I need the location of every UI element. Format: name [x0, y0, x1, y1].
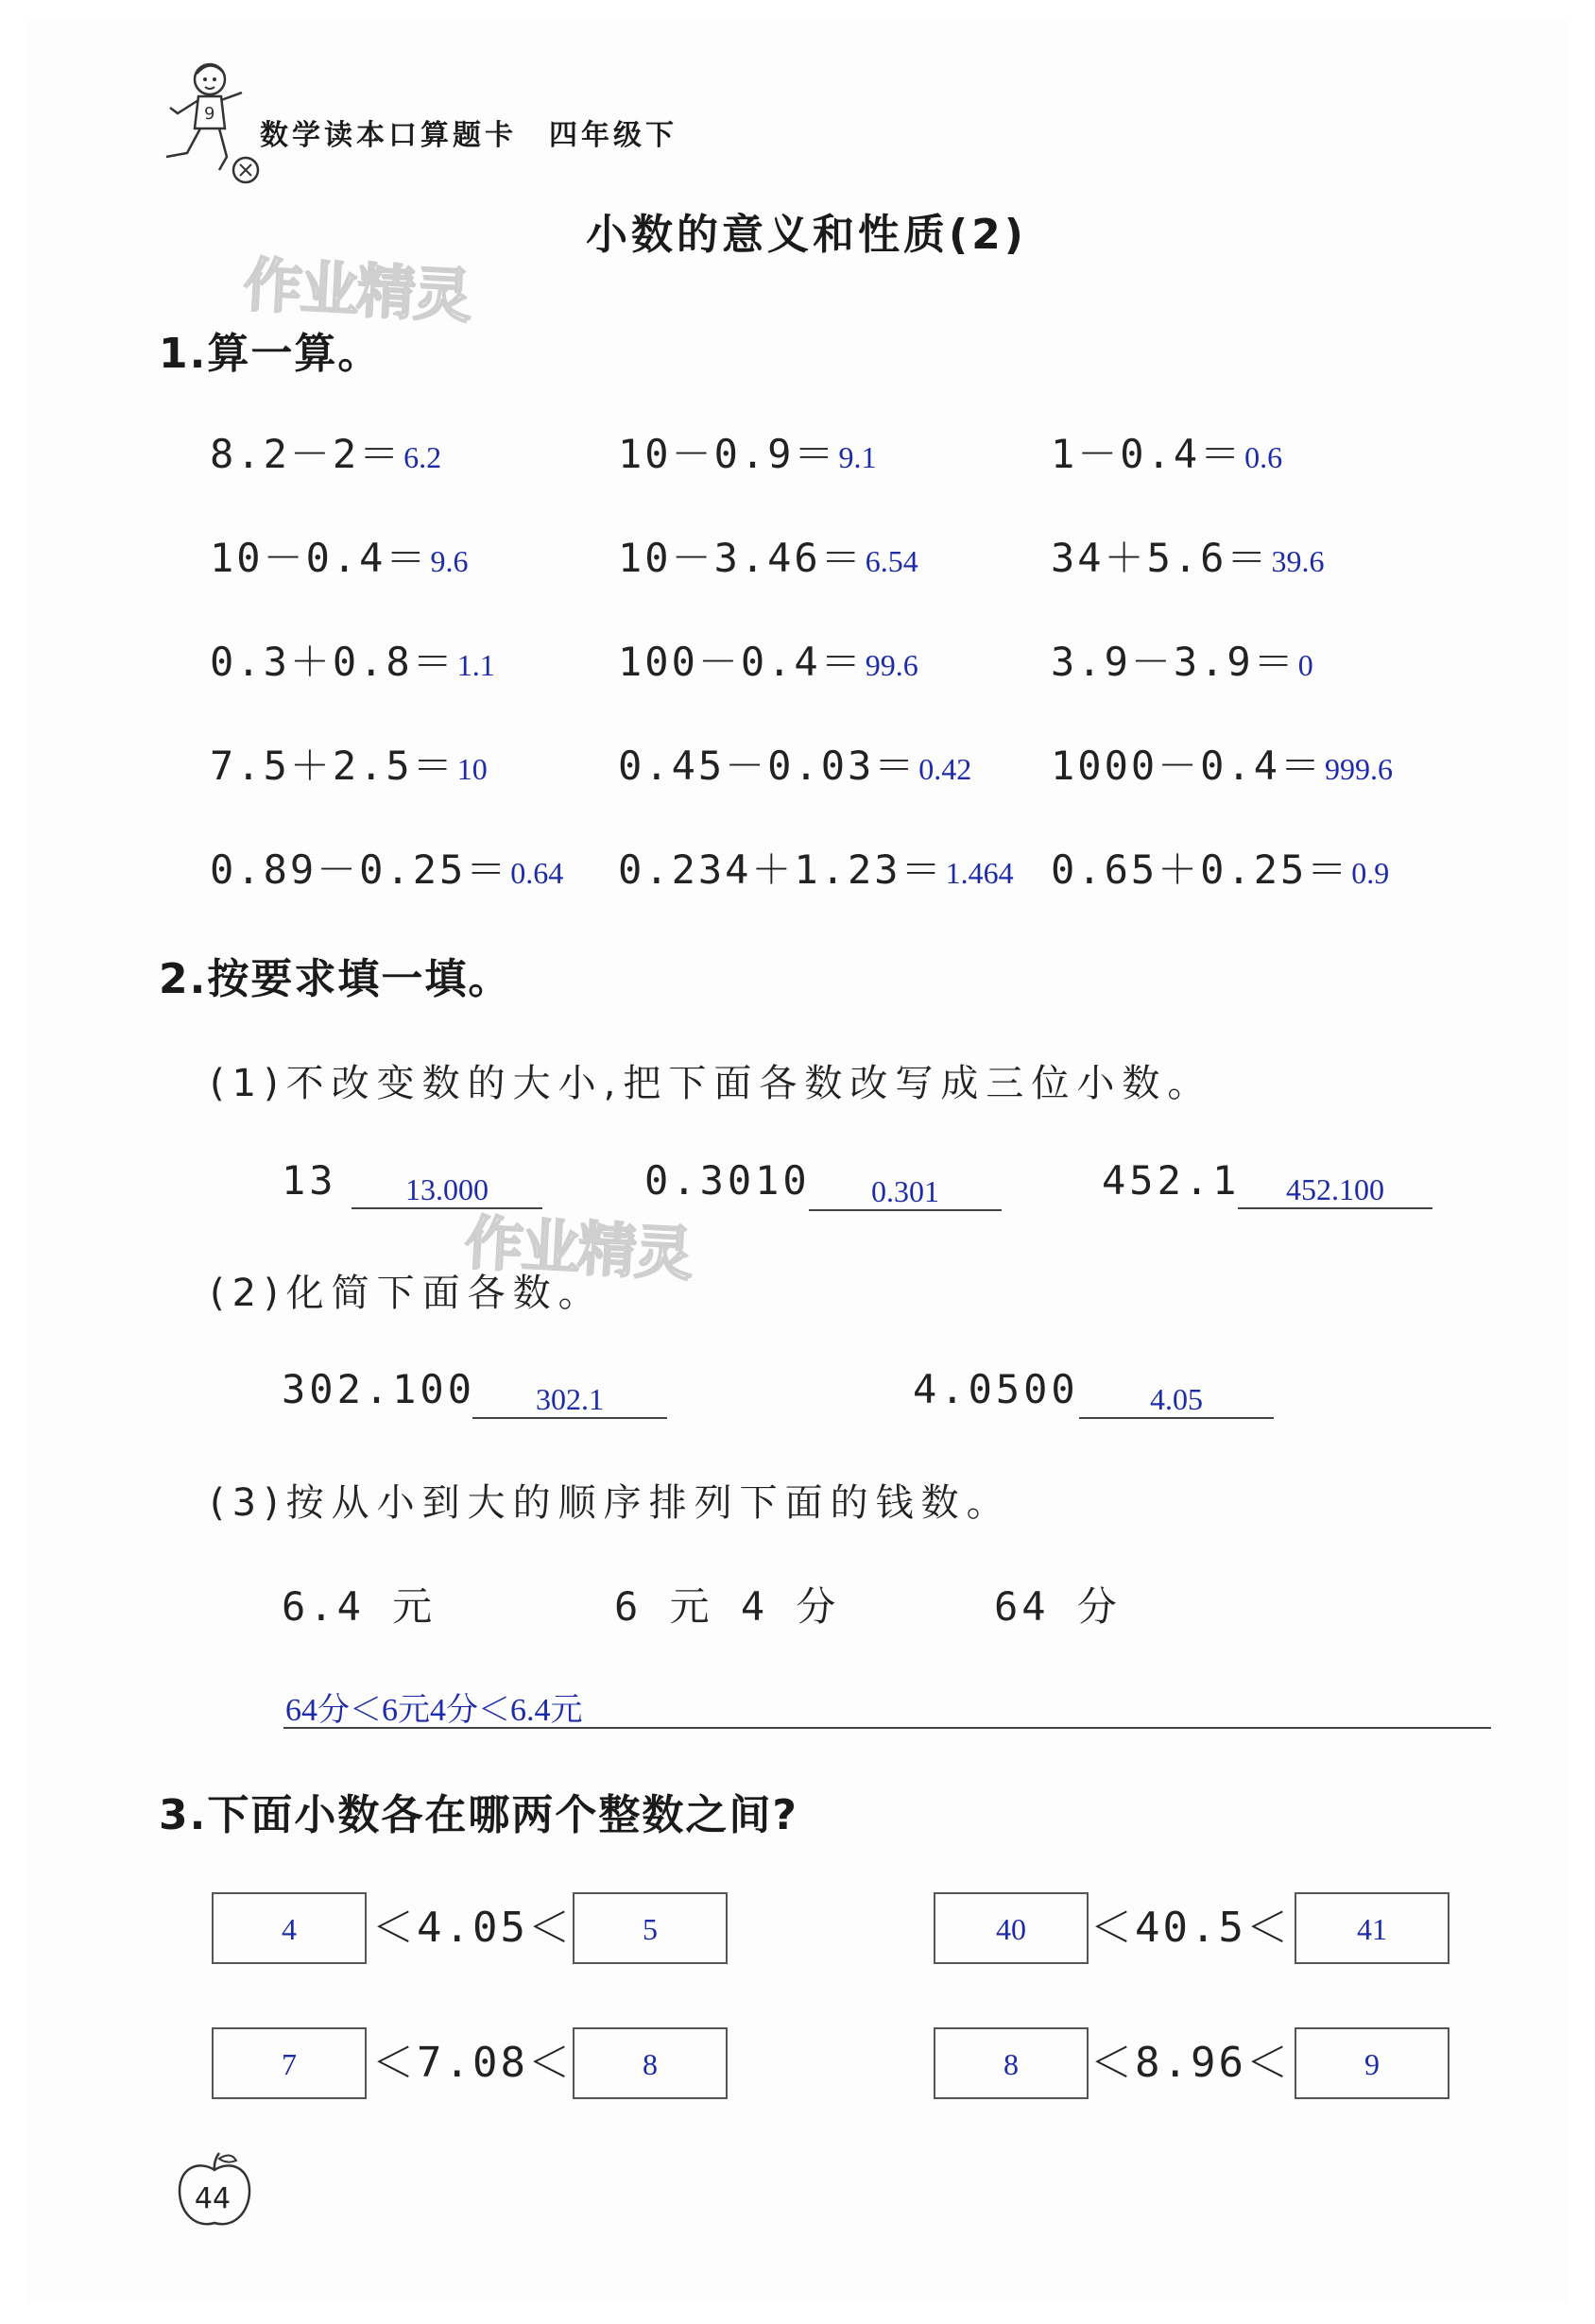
watermark: 作业精灵 — [241, 249, 472, 332]
question-2-heading: 2.按要求填一填。 — [159, 955, 512, 1003]
instruction-part-1: (1)不改变数的大小,把下面各数改写成三位小数。 — [210, 1062, 1213, 1105]
answer: 0.9 — [1351, 856, 1390, 890]
answer: 999.6 — [1325, 752, 1394, 786]
answer: 99.6 — [865, 648, 918, 682]
decimal-comparison: ＜8.96＜ — [1090, 2039, 1291, 2087]
equation: 10－3.46＝6.54 — [618, 535, 918, 581]
ordering-answer: 64分＜6元4分＜6.4元 — [285, 1693, 583, 1728]
book-header-title: 数学读本口算题卡 四年级下 — [260, 119, 677, 152]
equation: 0.89－0.25＝0.64 — [210, 846, 564, 893]
equation: 34＋5.6＝39.6 — [1051, 535, 1325, 581]
soccer-boy-icon — [151, 59, 265, 186]
answer: 0.6 — [1244, 440, 1283, 474]
answer-blank: 4.05 — [1079, 1368, 1274, 1419]
equation: 10－0.4＝9.6 — [210, 535, 469, 581]
number: 13 — [282, 1157, 337, 1204]
answer: 0.42 — [918, 752, 972, 786]
answer-blank: 0.301 — [809, 1160, 1002, 1211]
lower-integer-box: 7 — [212, 2027, 367, 2099]
answer-blank: 13.000 — [352, 1158, 542, 1209]
upper-integer-box: 41 — [1295, 1892, 1449, 1964]
equation: 10－0.9＝9.1 — [618, 431, 877, 477]
question-3-heading: 3.下面小数各在哪两个整数之间? — [159, 1791, 798, 1839]
answer: 1.464 — [945, 856, 1014, 890]
answer: 1.1 — [456, 648, 495, 682]
answer: 9.1 — [838, 440, 877, 474]
number: 452.1 — [1102, 1157, 1241, 1204]
decimal-comparison: ＜4.05＜ — [372, 1904, 573, 1952]
page-title: 小数的意义和性质(2) — [586, 211, 1027, 259]
svg-text:9: 9 — [204, 104, 215, 124]
equation: 3.9－3.9＝0 — [1051, 639, 1313, 685]
number: 302.100 — [282, 1366, 476, 1412]
equation: 1000－0.4＝999.6 — [1051, 743, 1394, 789]
equation: 8.2－2＝6.2 — [210, 431, 442, 477]
equation: 1－0.4＝0.6 — [1051, 431, 1283, 477]
upper-integer-box: 8 — [573, 2027, 728, 2099]
question-1-heading: 1.算一算。 — [159, 330, 382, 378]
lower-integer-box: 40 — [934, 1892, 1089, 1964]
answer: 10 — [456, 752, 488, 786]
watermark: 作业精灵 — [462, 1207, 694, 1290]
money-amount: 6 元 4 分 — [614, 1583, 840, 1630]
number: 0.3010 — [644, 1157, 811, 1204]
answer: 39.6 — [1271, 544, 1325, 578]
lower-integer-box: 4 — [212, 1892, 367, 1964]
equation: 0.234＋1.23＝1.464 — [618, 846, 1014, 893]
page-number: 44 — [194, 2182, 232, 2215]
money-amount: 64 分 — [994, 1583, 1121, 1630]
answer-blank: 302.1 — [472, 1368, 667, 1419]
answer: 0.64 — [510, 856, 564, 890]
upper-integer-box: 9 — [1295, 2027, 1449, 2099]
equation: 0.45－0.03＝0.42 — [618, 743, 972, 789]
equation: 7.5＋2.5＝10 — [210, 743, 488, 789]
number: 4.0500 — [913, 1366, 1079, 1412]
decimal-comparison: ＜40.5＜ — [1090, 1904, 1291, 1952]
equation: 100－0.4＝99.6 — [618, 639, 918, 685]
answer-line — [283, 1727, 1491, 1729]
decimal-comparison: ＜7.08＜ — [372, 2039, 573, 2087]
answer: 6.2 — [403, 440, 442, 474]
answer-blank: 452.100 — [1238, 1158, 1432, 1209]
equation: 0.3＋0.8＝1.1 — [210, 639, 495, 685]
instruction-part-3: (3)按从小到大的顺序排列下面的钱数。 — [210, 1481, 1012, 1525]
answer: 9.6 — [430, 544, 469, 578]
instruction-part-2: (2)化简下面各数。 — [210, 1272, 604, 1315]
equation: 0.65＋0.25＝0.9 — [1051, 846, 1390, 893]
answer: 6.54 — [865, 544, 918, 578]
upper-integer-box: 5 — [573, 1892, 728, 1964]
answer: 0 — [1297, 648, 1313, 682]
lower-integer-box: 8 — [934, 2027, 1089, 2099]
money-amount: 6.4 元 — [282, 1583, 437, 1630]
